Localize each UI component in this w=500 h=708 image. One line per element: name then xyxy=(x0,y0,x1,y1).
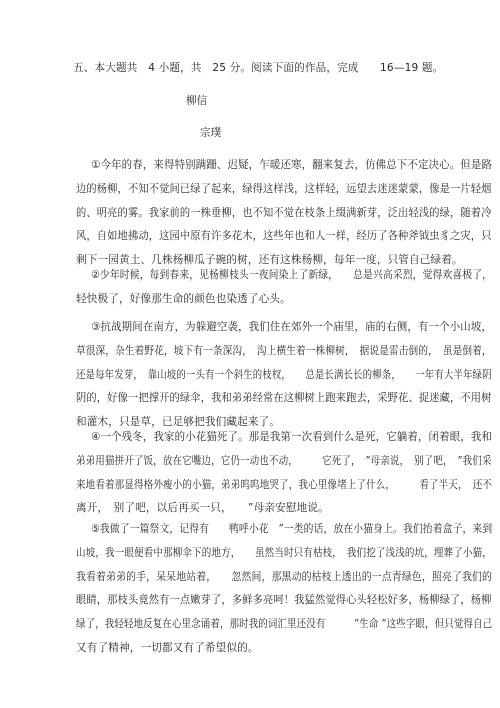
paragraph-line: 阴的，好像一把撑开的绿伞，我和弟弟经常在这柳树上跑来跑去，采野花、捉迷藏，不用树 xyxy=(76,392,492,404)
paragraph-line: 弟弟用猫拼开了饭，放在它嘴边，它仍一动也不动， 它死了， ”母亲说， 别了吧， ”我们采 xyxy=(76,455,492,467)
paragraph-line: ①今年的春，来得特别蹒跚、迟疑，乍暖还寒，翻来复去，仿佛总下不定决心。但是路 xyxy=(91,159,493,171)
paragraph-line: 轻快极了，好像那生命的颜色也染透了心头。 xyxy=(76,293,291,305)
paragraph-line: 离开， 别了吧，以后再买一只， ”母亲安慰地说。 xyxy=(76,502,329,514)
paragraph-line: 的、明亮的雾。我家前的一株垂柳，也不知不觉在枝条上缀满新芽，泛出轻浅的绿，随着冷 xyxy=(76,207,492,219)
paragraph-line: 风，自如地拂动，这园中原有许多花木，这些年也和人一样，经历了各种斧钺虫豸之灾，只 xyxy=(76,230,492,242)
paragraph-line: 山坡，我一眼便看中那柳伞下的地方， 虽然当时只有枯枝， 我们挖了浅浅的坑，埋葬了小猫， xyxy=(76,547,492,559)
paragraph-line: 草很深，杂生着野花，坡下有一条深沟， 沟上横生着一株柳树， 据说是雷击倒的， 虽是倒着， xyxy=(76,345,492,357)
paragraph-line: 来地看着那显得格外瘦小的小猫，弟弟呜呜地哭了，我心里像堵上了什么， 看了半天， 还不 xyxy=(76,479,492,491)
paragraph-line: 边的杨柳，不知不觉间已绿了起来，绿得这样浅，这样轻，远望去迷迷蒙蒙，像是一片轻烟 xyxy=(76,183,492,195)
paragraph-line: ③抗战期间在南方，为躲避空袭，我们住在郊外一个庙里，庙的右侧，有一个小山坡， xyxy=(91,321,493,333)
paragraph-line: 又有了精神，一切都又有了希望似的。 xyxy=(76,642,259,654)
article-title: 柳信 xyxy=(186,95,208,107)
paragraph-line: 眼睛，那枝头竟然有一点嫩芽了，多鲜多亮呵！我猛然觉得心头轻松好多，杨柳绿了，杨柳 xyxy=(76,594,492,606)
paragraph-line: 绿了，我轻轻地反复在心里念诵着，那时我的词汇里还没有 ”生命 ”这些字眼，但只觉得自己 xyxy=(76,618,493,630)
paragraph-line: 剩下一园黄土、几株杨柳瓜子碗的树，还有这株杨柳，每年一度，只管自己绿着。 xyxy=(76,254,463,266)
paragraph-line: ④一个残冬，我家的小花猫死了。那是我第一次看到什么是死，它躺着，闭着眼，我和 xyxy=(91,431,493,443)
article-author: 宗璞 xyxy=(200,127,222,139)
paragraph-line: ⑤我做了一篇祭文，记得有 鸭呼小花 ”一类的话，放在小猫身上。我们抬着盒子，来到 xyxy=(91,523,493,535)
paragraph-line: 和灌木，只是草，已足够把我们藏起来了。 xyxy=(76,416,281,428)
paragraph-line: 我看着弟弟的手，呆呆地站着， 忽然间，那黑动的枯枝上透出的一点青绿色，照亮了我们的 xyxy=(76,571,493,583)
paragraph-line: ②少年时候，每到春来，见杨柳枝头一夜间染上了新绿， 总是兴高采烈，觉得欢喜极了， xyxy=(91,269,493,281)
paragraph-line: 还是每年发芽， 靠山坡的一头有一个斜生的枝杈， 总是长满长长的柳条， 一年有大半年绿阴 xyxy=(76,369,492,381)
section-header: 五、本大题共 4 小题，共 25 分。阅读下面的作品，完成 16—19 题。 xyxy=(73,62,444,74)
